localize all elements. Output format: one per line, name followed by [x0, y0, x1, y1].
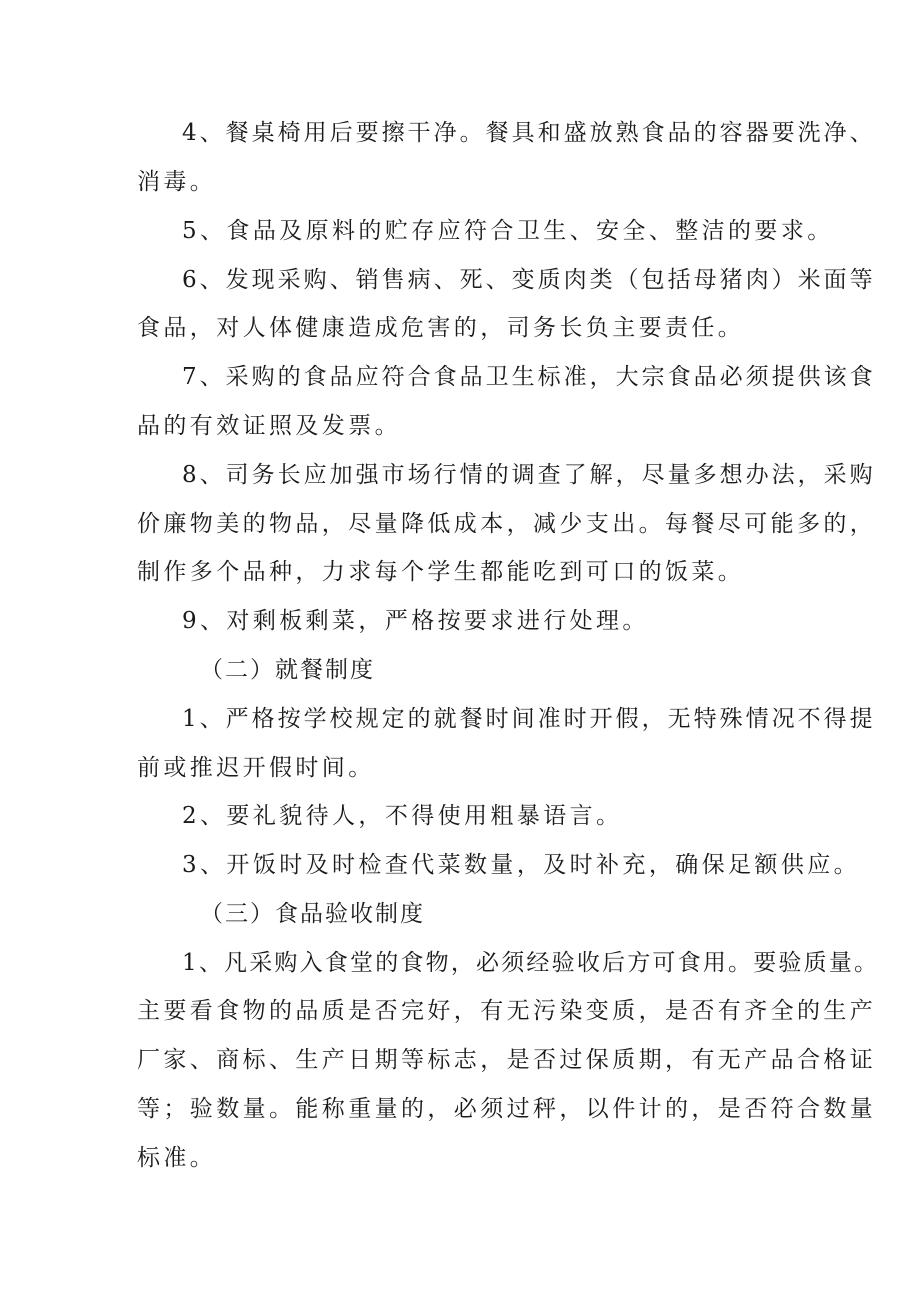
- paragraph-line: 等；验数量。能称重量的，必须过秤，以件计的，是否符合数量: [137, 1096, 877, 1122]
- paragraph-line: 8、司务长应加强市场行情的调查了解，尽量多想办法，采购: [182, 462, 876, 488]
- paragraph-line: 主要看食物的品质是否完好，有无污染变质，是否有齐全的生产: [137, 998, 877, 1024]
- section-heading: （二）就餐制度: [200, 657, 375, 683]
- paragraph-line: 7、采购的食品应符合食品卫生标准，大宗食品必须提供该食: [182, 364, 876, 390]
- paragraph-line: 2、要礼貌待人，不得使用粗暴语言。: [182, 803, 623, 829]
- paragraph-line: 1、严格按学校规定的就餐时间准时开假，无特殊情况不得提: [182, 706, 876, 732]
- paragraph-line: 前或推迟开假时间。: [137, 755, 375, 781]
- paragraph-line: 消毒。: [137, 169, 217, 195]
- paragraph-line: 厂家、商标、生产日期等标志，是否过保质期，有无产品合格证: [137, 1047, 877, 1073]
- paragraph-line: 9、对剩板剩菜，严格按要求进行处理。: [182, 608, 649, 634]
- paragraph-line: 制作多个品种，力求每个学生都能吃到可口的饭菜。: [137, 559, 745, 585]
- paragraph-line: 4、餐桌椅用后要擦干净。餐具和盛放熟食品的容器要洗净、: [182, 120, 876, 146]
- paragraph-line: 食品，对人体健康造成危害的，司务长负主要责任。: [137, 315, 745, 341]
- paragraph-line: 品的有效证照及发票。: [137, 413, 401, 439]
- paragraph-line: 6、发现采购、销售病、死、变质肉类（包括母猪肉）米面等: [182, 267, 876, 293]
- paragraph-line: 价廉物美的物品，尽量降低成本，减少支出。每餐尽可能多的，: [137, 511, 877, 537]
- paragraph-line: 3、开饭时及时检查代菜数量，及时补充，确保足额供应。: [182, 852, 861, 878]
- paragraph-line: 1、凡采购入食堂的食物，必须经验收后方可食用。要验质量。: [182, 950, 880, 976]
- section-heading: （三）食品验收制度: [200, 901, 425, 927]
- paragraph-line: 标准。: [137, 1145, 217, 1171]
- paragraph-line: 5、食品及原料的贮存应符合卫生、安全、整洁的要求。: [182, 218, 834, 244]
